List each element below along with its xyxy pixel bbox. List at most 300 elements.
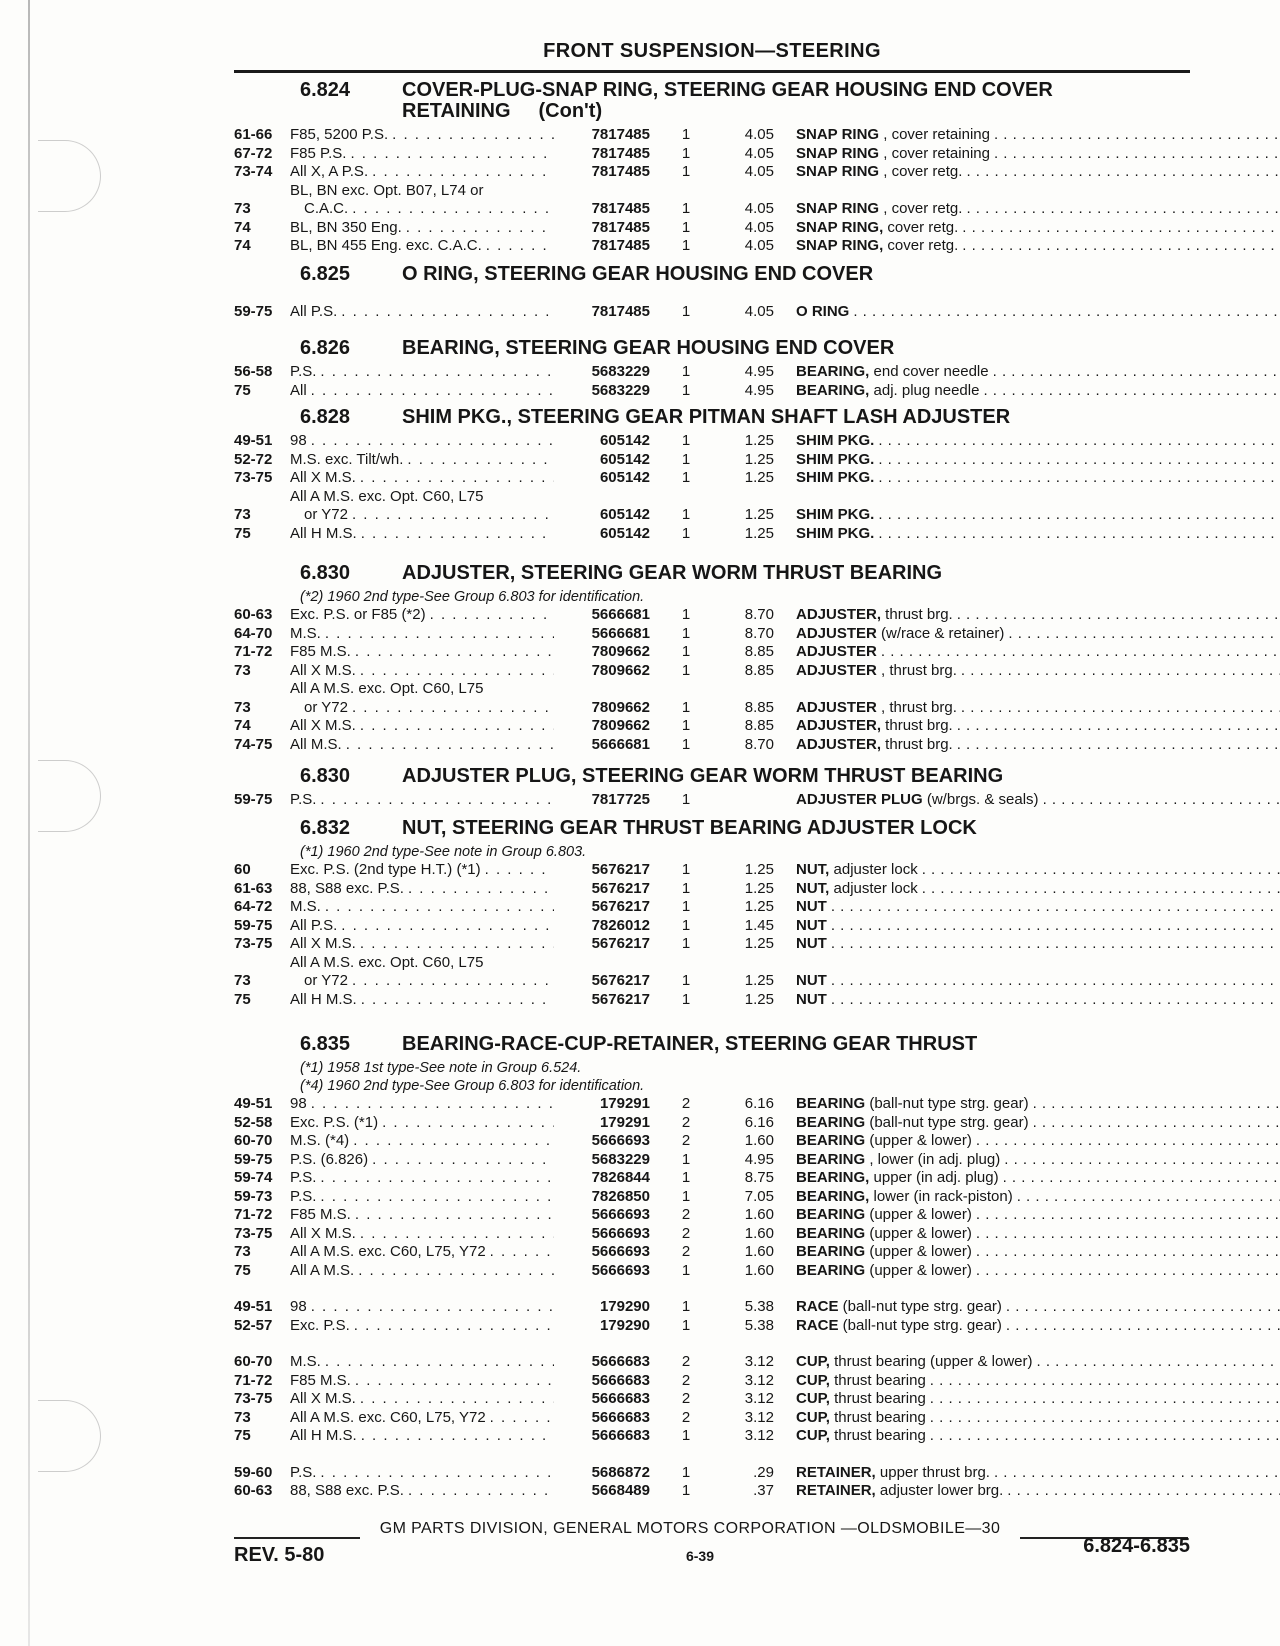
part-detail: (upper & lower) [865, 1224, 972, 1242]
quantity: 2 [681, 1371, 691, 1389]
model-year: 59-74 [234, 1169, 273, 1186]
application-text: All A M.S. exc. C60, L75, Y72 [290, 1243, 486, 1260]
parts-list [234, 791, 1194, 810]
quantity: 1 [681, 717, 691, 734]
part-row [234, 954, 1194, 991]
quantity: 1 [681, 1298, 691, 1315]
section-number: 6.828 [300, 406, 351, 428]
application-text-2: or Y72 [304, 972, 348, 989]
application [290, 1151, 558, 1170]
part-detail: (upper & lower) [865, 1206, 972, 1223]
quantity: 2 [681, 1206, 691, 1223]
part-detail: lower (in rack-piston) [869, 1187, 1013, 1205]
part-description [774, 1206, 1280, 1225]
quantity: 1 [681, 1150, 691, 1168]
part-number: 179291 [599, 1095, 650, 1112]
part-name: RETAINER, [796, 1482, 876, 1499]
parts-list [234, 432, 1194, 543]
part-detail: thrust bearing (upper & lower) [829, 1353, 1033, 1370]
part-name: NUT, [796, 861, 830, 878]
quantity: 2 [681, 1353, 691, 1370]
part-number: 5666683 [591, 1408, 650, 1426]
price: 8.85 [744, 643, 774, 660]
part-detail: end cover needle [869, 363, 989, 380]
part-description [774, 1298, 1280, 1317]
leader-dots [311, 382, 554, 401]
section-heading [234, 407, 1194, 428]
quantity: 2 [681, 1132, 691, 1149]
application [290, 182, 558, 219]
part-row [234, 1206, 1194, 1225]
part-description [774, 303, 1280, 322]
quantity: 1 [681, 450, 691, 468]
model-year: 59-73 [234, 1187, 273, 1205]
part-detail: , thrust brg. [876, 661, 957, 679]
price: 4.05 [744, 303, 774, 320]
application-text: All P.S. [290, 916, 338, 934]
leader-dots [930, 1427, 1280, 1446]
section-title-line-2 [402, 101, 1194, 122]
price: 5.38 [744, 1298, 774, 1315]
part-description [774, 1132, 1280, 1151]
part-number: 5666681 [591, 606, 650, 623]
application-text: All A M.S. exc. Opt. C60, L75 [290, 487, 484, 505]
quantity: 1 [681, 524, 691, 542]
part-row [234, 469, 1194, 488]
leader-dots [962, 219, 1280, 238]
leader-dots [372, 1151, 554, 1170]
leader-dots [976, 1243, 1280, 1262]
section-3 [234, 407, 1194, 543]
part-name: SNAP RING, [796, 218, 884, 236]
leader-dots [966, 200, 1280, 219]
leader-dots [360, 935, 554, 954]
price: .37 [753, 1482, 774, 1499]
application [290, 1169, 558, 1188]
price: 1.25 [744, 972, 774, 989]
price: 1.25 [744, 524, 774, 542]
model-year: 67-72 [234, 144, 273, 162]
quantity: 1 [681, 1261, 691, 1279]
part-row [234, 717, 1194, 736]
application-continuation [290, 972, 558, 991]
quantity: 2 [681, 1095, 691, 1112]
price: 4.05 [744, 237, 774, 254]
leader-dots [360, 717, 554, 736]
leader-dots [360, 469, 554, 488]
part-detail: , cover retg. [879, 200, 963, 217]
application-text: 88, S88 exc. P.S. [290, 1482, 404, 1499]
application-text: All A M.S. exc. C60, L75, Y72 [290, 1408, 486, 1426]
footer-rule-left [234, 1537, 360, 1539]
model-year: 75 [234, 1261, 251, 1279]
part-name: ADJUSTER PLUG [796, 791, 923, 808]
application [290, 219, 558, 238]
part-name: ADJUSTER [796, 698, 877, 716]
part-number: 5666683 [591, 1353, 650, 1370]
application-text: 88, S88 exc. P.S. [290, 879, 404, 897]
part-detail: adjuster lock [829, 861, 918, 878]
part-detail: cover retg. [883, 237, 959, 254]
parts-list [234, 588, 1194, 754]
quantity: 1 [681, 1187, 691, 1205]
application-continuation [290, 699, 558, 718]
price: 3.12 [744, 1353, 774, 1370]
quantity: 1 [681, 1427, 691, 1444]
leader-dots [353, 1132, 554, 1151]
part-detail: (ball-nut type strg. gear) [838, 1298, 1002, 1315]
application-text: 98 [290, 1298, 307, 1315]
section-6 [234, 818, 1194, 1009]
price: 6.16 [744, 1095, 774, 1112]
application-text: 98 [290, 1095, 307, 1112]
application-text: All A M.S. exc. Opt. C60, L75 [290, 953, 484, 971]
part-row [234, 1095, 1194, 1114]
section-heading [234, 80, 1194, 122]
model-year: 60-63 [234, 1482, 273, 1499]
leader-dots [962, 237, 1280, 256]
part-name: CUP, [796, 1427, 830, 1444]
price: 8.70 [744, 735, 774, 753]
section-title [402, 264, 1194, 285]
part-detail: adj. plug needle [869, 381, 980, 399]
part-description [774, 662, 1280, 681]
part-detail: thrust bearing [829, 1390, 926, 1407]
part-row [234, 382, 1194, 401]
part-description [774, 1353, 1280, 1372]
price: 4.95 [744, 363, 774, 380]
leader-dots [325, 625, 554, 644]
leader-dots [976, 1132, 1280, 1151]
price: 8.70 [744, 606, 774, 623]
part-row [234, 219, 1194, 238]
part-description [774, 1262, 1280, 1281]
part-description [774, 1372, 1280, 1391]
application [290, 1262, 558, 1281]
quantity: 1 [681, 432, 691, 449]
part-number: 5676217 [591, 879, 650, 897]
model-year: 49-51 [234, 432, 273, 449]
section-title-line: ADJUSTER PLUG, STEERING GEAR WORM THRUST BEARING [402, 765, 1004, 787]
application-text: All X M.S. [290, 1390, 356, 1407]
quantity: 1 [681, 200, 691, 217]
part-description [774, 126, 1280, 145]
part-name: BEARING [796, 1150, 866, 1168]
part-name: BEARING [796, 1261, 866, 1279]
part-name: NUT [796, 990, 827, 1008]
application [290, 1243, 558, 1262]
part-detail: thrust brg. [881, 717, 953, 734]
leader-dots [311, 1298, 554, 1317]
part-number: 5683229 [591, 381, 650, 399]
price: 1.25 [744, 861, 774, 878]
price: 1.60 [744, 1243, 774, 1260]
part-row [234, 991, 1194, 1010]
price: 3.12 [744, 1427, 774, 1444]
part-row [234, 1243, 1194, 1262]
price: 1.25 [744, 879, 774, 897]
price: 4.05 [744, 163, 774, 180]
part-description [774, 363, 1280, 382]
quantity: 2 [681, 1408, 691, 1426]
application [290, 1372, 558, 1391]
leader-dots [878, 506, 1280, 525]
part-description [774, 1114, 1280, 1133]
section-title-continuation: RETAINING [402, 100, 511, 122]
application [290, 1114, 558, 1133]
part-number: 5676217 [591, 935, 650, 952]
parts-list [234, 303, 1194, 322]
price: 6.16 [744, 1113, 774, 1131]
part-number: 605142 [599, 450, 650, 468]
part-detail: (w/race & retainer) [876, 624, 1005, 642]
part-row [234, 1188, 1194, 1207]
application [290, 1206, 558, 1225]
model-year: 60-70 [234, 1132, 273, 1149]
application [290, 1188, 558, 1207]
quantity: 1 [681, 606, 691, 623]
part-description [774, 1409, 1280, 1428]
part-detail: thrust brg. [881, 606, 953, 623]
section-title-line: SHIM PKG., STEERING GEAR PITMAN SHAFT LASH ADJUSTER [402, 406, 1011, 428]
section-5 [234, 766, 1194, 810]
model-year: 73-75 [234, 1224, 273, 1242]
model-year: 75 [234, 1427, 251, 1444]
model-year: 60-63 [234, 606, 273, 623]
application-text: BL, BN 350 Eng. [290, 218, 402, 236]
part-row [234, 1114, 1194, 1133]
leader-dots [1017, 1188, 1280, 1207]
quantity: 1 [681, 1482, 691, 1499]
part-detail: , lower (in adj. plug) [865, 1150, 1001, 1168]
section-number: 6.825 [300, 263, 351, 285]
application [290, 898, 558, 917]
application [290, 1427, 558, 1446]
application-text: P.S. [290, 363, 317, 380]
part-name: RACE [796, 1298, 839, 1315]
part-description [774, 972, 1280, 991]
model-year: 73 [234, 972, 251, 989]
model-year: 73 [234, 698, 251, 716]
part-number: 5666693 [591, 1224, 650, 1242]
part-row [234, 1427, 1194, 1446]
part-name: ADJUSTER, [796, 717, 882, 734]
model-year: 74-75 [234, 735, 273, 753]
part-number: 7817485 [591, 303, 650, 320]
quantity: 1 [681, 303, 691, 320]
part-row [234, 451, 1194, 470]
model-year: 75 [234, 524, 251, 542]
application [290, 1225, 558, 1244]
leader-dots [831, 991, 1280, 1010]
model-year: 75 [234, 990, 251, 1008]
model-year: 60-70 [234, 1353, 273, 1370]
part-number: 179290 [599, 1298, 650, 1315]
leader-dots [407, 451, 554, 470]
application-text: F85 M.S. [290, 643, 351, 660]
part-number: 5666683 [591, 1390, 650, 1407]
section-number: 6.824 [300, 79, 351, 101]
leader-dots [930, 1372, 1280, 1391]
part-detail: thrust bearing [829, 1427, 926, 1444]
quantity: 1 [681, 972, 691, 989]
part-row [234, 525, 1194, 544]
application-text: BL, BN 455 Eng. exc. C.A.C. [290, 237, 482, 254]
part-name: SNAP RING [796, 163, 880, 180]
section-note: (*4) 1960 2nd type-See Group 6.803 for identification. [300, 1078, 645, 1094]
model-year: 52-72 [234, 450, 273, 468]
model-year: 74 [234, 237, 251, 254]
price: 1.60 [744, 1206, 774, 1223]
model-year: 71-72 [234, 1371, 273, 1389]
leader-dots [1003, 1169, 1280, 1188]
part-row [234, 1225, 1194, 1244]
part-description [774, 525, 1280, 544]
quantity: 1 [681, 469, 691, 486]
part-row [234, 182, 1194, 219]
section-7 [234, 1034, 1194, 1501]
leader-dots [408, 1482, 554, 1501]
part-row [234, 643, 1194, 662]
leader-dots [878, 525, 1280, 544]
leader-dots [360, 1225, 554, 1244]
page-edge [28, 0, 30, 1646]
part-row [234, 1298, 1194, 1317]
quantity: 1 [681, 861, 691, 878]
leader-dots [490, 1409, 554, 1428]
part-number: 7817725 [591, 791, 650, 808]
leader-dots [1033, 1095, 1280, 1114]
application-text: M.S. [290, 1353, 321, 1370]
leader-dots [930, 1390, 1280, 1409]
part-description [774, 1188, 1280, 1207]
application-text: All X M.S. [290, 1224, 356, 1242]
part-name: NUT [796, 916, 827, 934]
application-text: Exc. P.S. (*1) [290, 1113, 379, 1131]
part-description [774, 898, 1280, 917]
part-name: SHIM PKG. [796, 450, 875, 468]
part-name: ADJUSTER, [796, 606, 882, 623]
price: 1.60 [744, 1132, 774, 1149]
part-number: 5686872 [591, 1463, 650, 1481]
part-name: CUP, [796, 1353, 830, 1370]
parts-list [234, 1059, 1194, 1501]
leader-dots [1037, 1353, 1280, 1372]
leader-dots [382, 1114, 554, 1133]
application [290, 861, 558, 880]
price: 3.12 [744, 1371, 774, 1389]
part-number: 7817485 [591, 200, 650, 217]
part-row [234, 126, 1194, 145]
leader-dots [311, 432, 554, 451]
part-detail: (ball-nut type strg. gear) [865, 1095, 1029, 1112]
part-number: 5683229 [591, 1150, 650, 1168]
part-detail: , cover retaining [879, 144, 990, 162]
leader-dots [930, 1409, 1280, 1428]
price: 4.05 [744, 126, 774, 143]
part-row [234, 1409, 1194, 1428]
part-row [234, 791, 1194, 810]
quantity: 1 [681, 163, 691, 180]
quantity: 1 [681, 898, 691, 915]
part-name: NUT [796, 972, 827, 989]
model-year: 64-72 [234, 898, 273, 915]
part-number: 5668489 [591, 1482, 650, 1499]
application [290, 717, 558, 736]
part-row [234, 1262, 1194, 1281]
model-year: 61-66 [234, 126, 273, 143]
part-description [774, 861, 1280, 880]
model-year: 49-51 [234, 1298, 273, 1315]
leader-dots [976, 1262, 1280, 1281]
application-text: P.S. [290, 1463, 317, 1481]
leader-dots [350, 145, 554, 164]
price: 1.25 [744, 432, 774, 449]
application [290, 303, 558, 322]
leader-dots [957, 606, 1280, 625]
part-name: BEARING [796, 1132, 866, 1149]
section-note: (*1) 1960 2nd type-See note in Group 6.803. [300, 844, 587, 860]
application [290, 163, 558, 182]
part-row [234, 163, 1194, 182]
application-text-2: or Y72 [304, 506, 348, 523]
part-description [774, 200, 1280, 219]
section-title-line: BEARING, STEERING GEAR HOUSING END COVER [402, 337, 895, 359]
section-0 [234, 80, 1194, 256]
part-description [774, 717, 1280, 736]
part-number: 5676217 [591, 990, 650, 1008]
model-year: 74 [234, 218, 251, 236]
part-description [774, 451, 1280, 470]
punch-hole-top [38, 140, 101, 212]
model-year: 61-63 [234, 879, 273, 897]
part-number: 605142 [599, 432, 650, 449]
part-number: 179290 [599, 1316, 650, 1334]
price: 1.45 [744, 916, 774, 934]
leader-dots [320, 791, 554, 810]
application-text: Exc. P.S. or F85 (*2) [290, 606, 426, 623]
application [290, 1482, 558, 1501]
part-detail: , cover retaining [879, 126, 990, 143]
leader-dots [346, 736, 554, 755]
section-title [402, 338, 1194, 359]
price: 8.85 [744, 698, 774, 716]
quantity: 1 [681, 935, 691, 952]
part-description [774, 625, 1280, 644]
model-year: 59-75 [234, 303, 273, 320]
model-year: 52-58 [234, 1113, 273, 1131]
part-description [774, 880, 1280, 899]
part-description [774, 917, 1280, 936]
part-number: 7826012 [591, 916, 650, 934]
part-name: SHIM PKG. [796, 432, 875, 449]
quantity: 1 [681, 506, 691, 523]
price: 4.05 [744, 218, 774, 236]
part-number: 7817485 [591, 126, 650, 143]
part-name: ADJUSTER [796, 643, 877, 660]
leader-dots [355, 1372, 554, 1391]
leader-dots [352, 506, 554, 525]
section-title [402, 80, 1194, 122]
part-number: 5683229 [591, 363, 650, 380]
leader-dots [1008, 625, 1280, 644]
quantity: 1 [681, 624, 691, 642]
part-description [774, 1464, 1280, 1483]
quantity: 1 [681, 879, 691, 897]
leader-dots [922, 880, 1280, 899]
leader-dots [325, 898, 554, 917]
application-text: F85, 5200 P.S. [290, 126, 389, 143]
